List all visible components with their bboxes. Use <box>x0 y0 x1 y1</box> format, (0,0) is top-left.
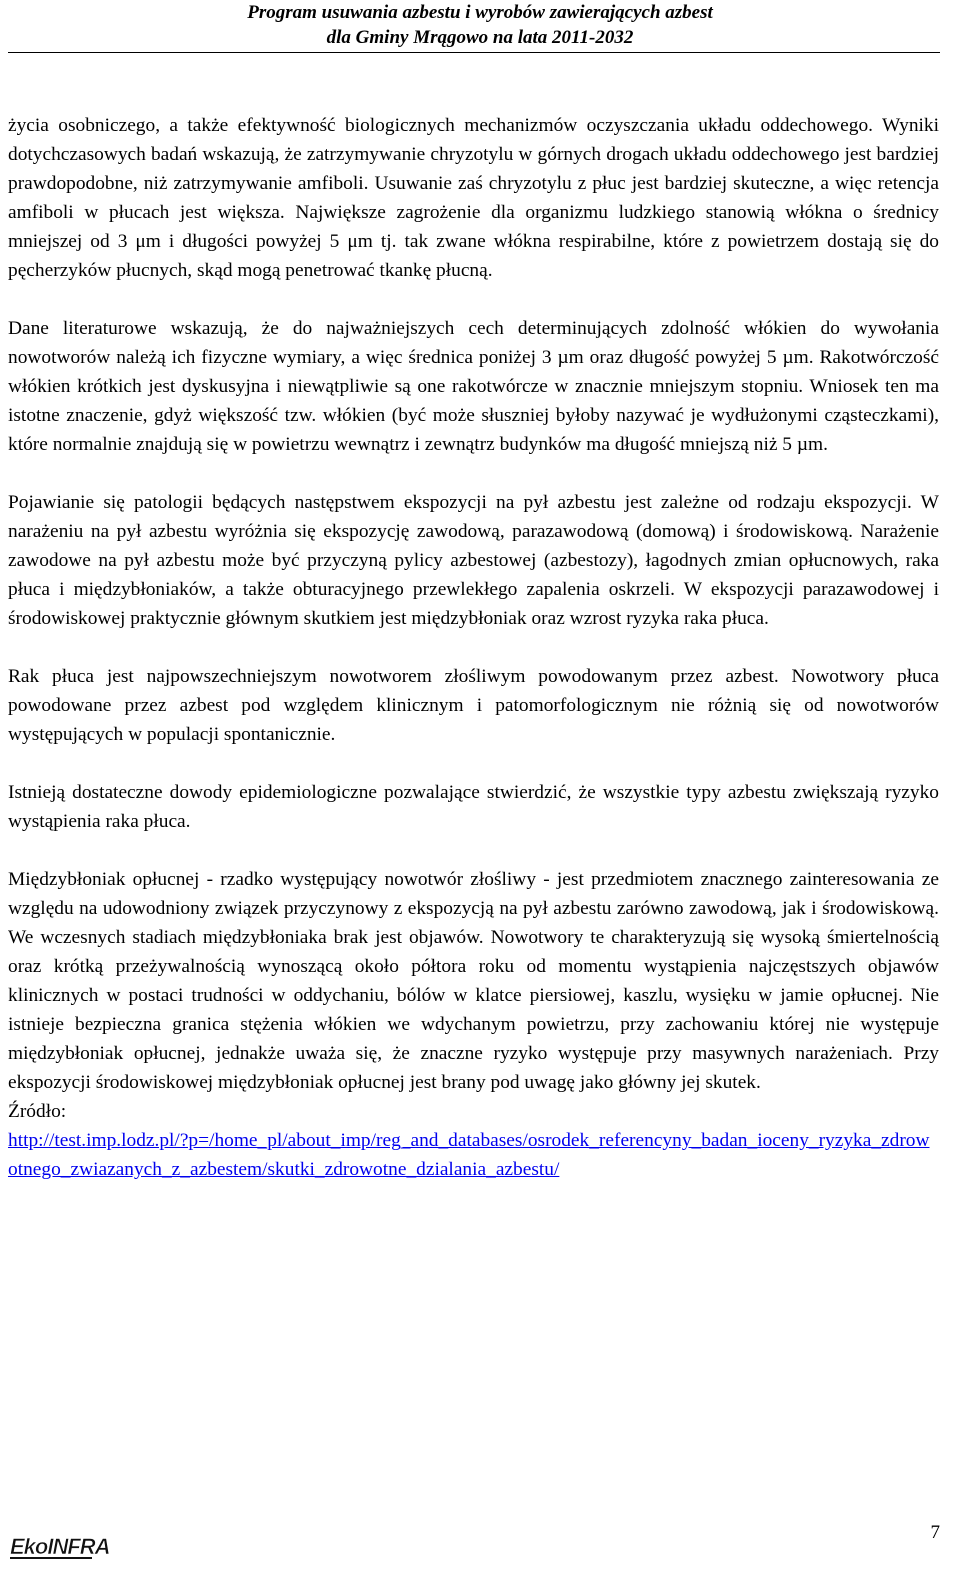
header-title-line1: Program usuwania azbestu i wyrobów zawierających azbest <box>247 2 713 23</box>
header-title-line2: dla Gminy Mrągowo na lata 2011-2032 <box>326 27 634 48</box>
source-link[interactable]: http://test.imp.lodz.pl/?p=/home_pl/about_imp/reg_and_databases/osrodek_referencyny_badan_ioceny_ryzyka_zdrowotnego_zwiazanych_z_azbestem/skutki_zdrowotne_dzialania_azbestu/ <box>8 1130 930 1180</box>
paragraph-epidemiological-evidence: Istnieją dostateczne dowody epidemiologiczne pozwalające stwierdzić, że wszystkie typy azbestu zwiększają ryzyko wystąpienia raka płuca. <box>8 782 939 832</box>
paragraph-lung-cancer: Rak płuca jest najpowszechniejszym nowotworem złośliwym powodowanym przez azbest. Nowotwory płuca powodowane przez azbest pod względem klinicznym i patomorfologicznym nie różnią się od nowotworów występujących w populacji spontanicznie. <box>8 666 939 745</box>
svg-text:EkoINFRA: EkoINFRA <box>10 1534 110 1559</box>
paragraph-mesothelioma: Międzybłoniak opłucnej - rzadko występujący nowotwór złośliwy - jest przedmiotem znacznego zainteresowania ze względu na udowodniony związek przyczynowy z ekspozycją na pył azbestu zarówno zawodową, jak i środowiskową. We wczesnych stadiach międzybłoniaka brak jest objawów. Nowotwory te charakteryzują się wysoką śmiertelnością oraz krótką przeżywalnością wynoszącą około półtora roku od momentu wystąpienia najczęstszych objawów klinicznych w postaci trudności w oddychaniu, bólów w klatce piersiowej, kaszlu, wysięku w jamie opłucnej. Nie istnieje bezpieczna granica stężenia włókien we wdychanym powietrzu, przy zachowaniu której nie występuje międzybłoniak opłucnej, jednakże uważa się, że znaczne ryzyko występuje przy masywnych narażeniach. Przy ekspozycji środowiskowej międzybłoniak opłucnej jest brany pod uwagę jako główny jej skutek. <box>8 869 939 1093</box>
header-divider <box>8 52 940 53</box>
paragraph-fiber-dimensions: Dane literaturowe wskazują, że do najważniejszych cech determinujących zdolność włókien do wywołania nowotworów należą ich fizyczne wymiary, a więc średnica poniżej 3 µm oraz długość powyżej 5 µm. Rakotwórczość włókien krótkich jest dyskusyjna i niewątpliwie są one rakotwórcze w znacznie mniejszym stopniu. Wniosek ten ma istotne znaczenie, gdyż większość tzw. włókien (być może słuszniej byłoby nazywać je wydłużonymi cząsteczkami), które normalnie znajdują się w powietrzu wewnątrz i zewnątrz budynków ma długość mniejszą niż 5 µm. <box>8 318 939 455</box>
document-body <box>8 111 939 1184</box>
source-label: Źródło: <box>8 1101 67 1122</box>
paragraph-fiber-retention: życia osobniczego, a także efektywność biologicznych mechanizmów oczyszczania układu oddechowego. Wyniki dotychczasowych badań wskazują, że zatrzymywanie chryzotylu w górnych drogach układu oddechowego jest bardziej prawdopodobne, niż zatrzymywanie amfiboli. Usuwanie zaś chryzotylu z płuc jest bardziej skuteczne, a więc retencja amfiboli w płucach jest większa. Największe zagrożenie dla organizmu ludzkiego stanowią włókna o średnicy mniejszej od 3 μm i długości powyżej 5 μm tj. tak zwane włókna respirabilne, które z powietrzem dostają się do pęcherzyków płucnych, skąd mogą penetrować tkankę płucną. <box>8 115 939 281</box>
ekoinfra-logo <box>8 1524 110 1564</box>
paragraph-exposure-types: Pojawianie się patologii będących następstwem ekspozycji na pył azbestu jest zależne od rodzaju ekspozycji. W narażeniu na pył azbestu wyróżnia się ekspozycję zawodową, parazawodową (domową) i środowiskową. Narażenie zawodowe na pył azbestu może być przyczyną pylicy azbestowej (azbestozy), łagodnych zmian opłucnowych, raka płuca i międzybłoniaków, a także obturacyjnego przewlekłego zapalenia oskrzeli. W ekspozycji parazawodowej i środowiskowej praktycznie głównym skutkiem jest międzybłoniak oraz wzrost ryzyka raka płuca. <box>8 492 939 629</box>
page-number: 7 <box>930 1522 940 1543</box>
running-header <box>0 0 960 50</box>
